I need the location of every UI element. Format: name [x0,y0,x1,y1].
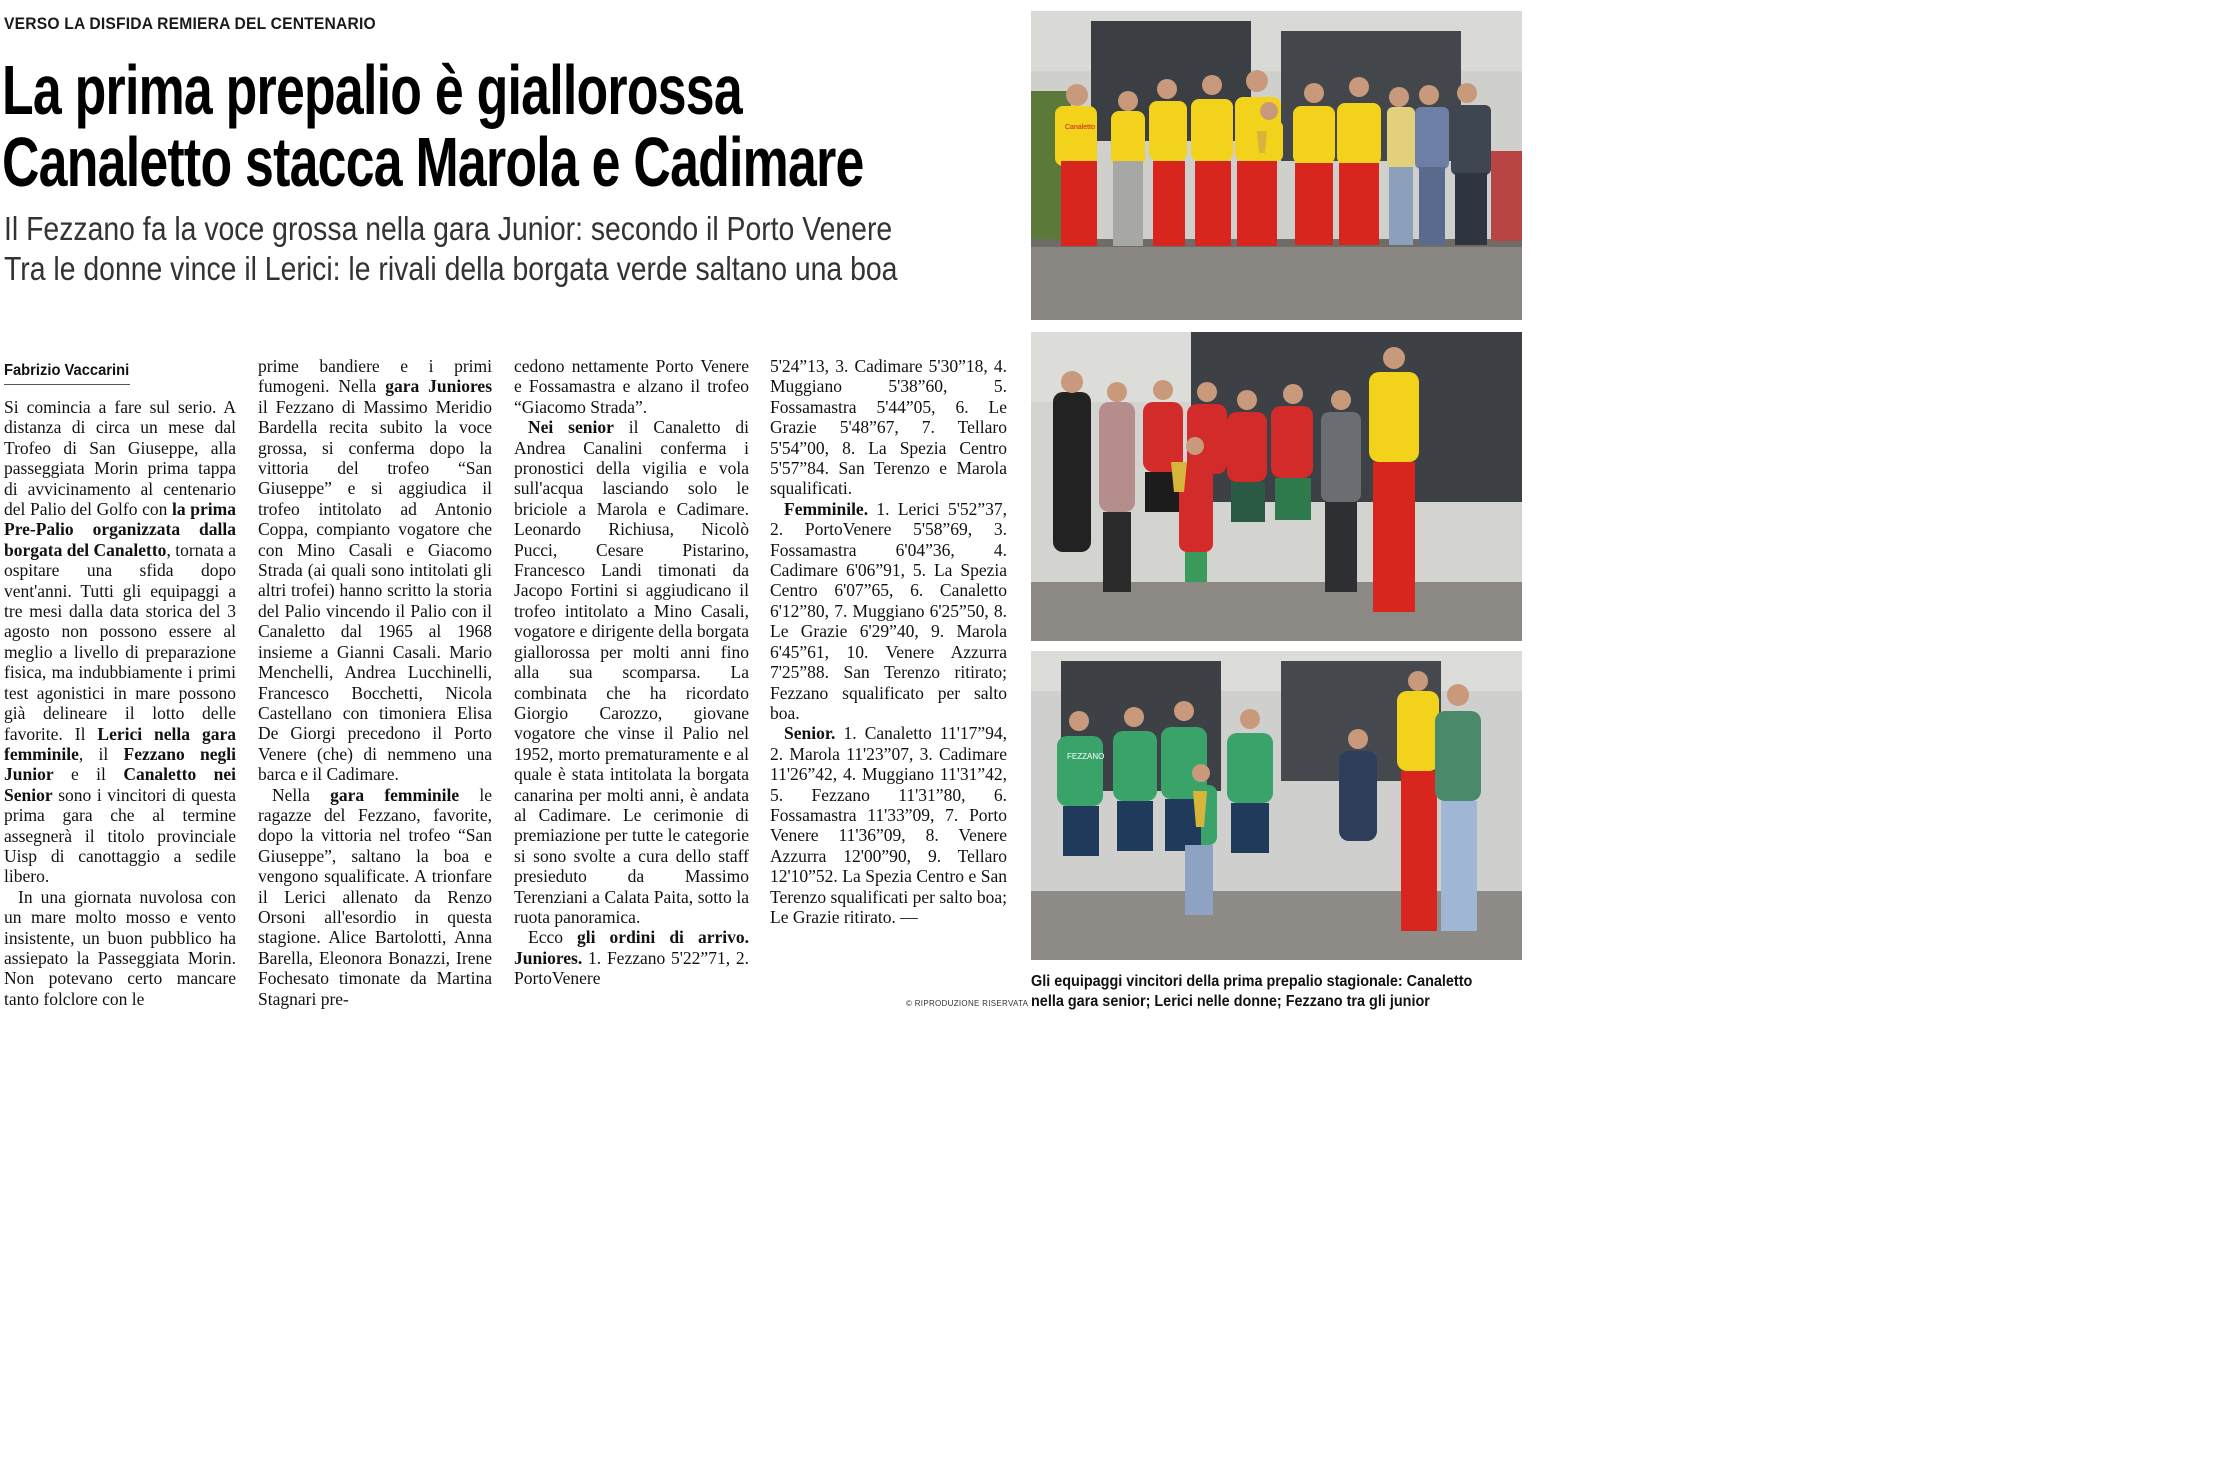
shirt-lettering: FEZZANO [1067,752,1105,761]
bold-run: gara femminile [330,784,460,805]
bold-run: Lerici nella gara femminile [4,723,236,764]
photo-caption [1031,972,1496,1012]
paragraph [770,723,1007,927]
bold-run: Nei senior [528,417,614,438]
paragraph: 5'24”13, 3. Cadimare 5'30”18, 4. Muggiano 5'38”60, 5. Fossamastra 5'44”05, 6. Le Grazie 5'48”67, 7. Tellaro 5'54”00, 8. La Spezia Centro 5'57”84. San Terenzo e Marola squalificati. [770,356,1007,499]
text-run: il Canaletto di Andrea Canalini conferma i pronostici della vigilia e vola sull'acqua lasciando solo le briciole a Marola e Cadimare. Leonardo Richiusa, Nicolò Pucci, Cesare Pistarino, Francesco Landi timonati da Jacopo Fortini si aggiudicano il trofeo intitolato a Mino Casali, vogatore e dirigente della borgata giallorossa per molti anni fino alla sua scomparsa. La combinata che ha ricordato Giorgio Carozzo, giovane vogatore che vinse il Palio nel 1952, morto prematuramente e al quale è stata intitolata la borgata canarina per molti anni, è andata al Cadimare. Le cerimonie di premiazione per tutte le categorie si sono svolte a cura dello staff presieduto da Massimo Terenziani a Calata Paita, sotto la ruota panoramica. [514,417,749,927]
text-run: le ragazze del Fezzano, favorite, dopo la vittoria nel trofeo “San Giuseppe”, saltano la boa e vengono squalificate. A trionfare il Lerici allenato da Renzo Orsoni all'esordio in questa stagione. Alice Bartolotti, Anna Barella, Eleonora Bonazzi, Irene Fochesato timonate da Martina Stagnari pre- [258,784,492,1009]
subhead-line-2: Tra le donne vince il Lerici: le rivali della borgata verde saltano una boa [4,250,898,287]
paragraph [258,356,492,785]
bold-run: Canaletto nei Senior [4,764,236,805]
headline-line-1: La prima prepalio è giallorossa [2,51,742,129]
paragraph: cedono nettamente Porto Venere e Fossamastra e alzano il trofeo “Giacomo Strada”. [514,356,749,417]
paragraph [514,417,749,927]
paragraph [770,499,1007,723]
bold-run: Senior. [784,723,836,744]
bold-run: gli ordini di arrivo. Juniores. [514,927,749,968]
paragraph [4,397,236,887]
bold-run: la prima Pre-Palio organizzata dalla borgata del Canaletto [4,499,236,560]
photo-canaletto-crew [1031,11,1522,320]
text-run: Ecco [528,927,578,948]
shirt-lettering: Canaletto [1065,124,1095,131]
bold-run: gara Juniores [385,376,493,397]
text-run: 1. Canaletto 11'17”94, 2. Marola 11'23”07, 3. Cadimare 11'26”42, 4. Muggiano 11'31”42, 5. Fezzano 11'31”80, 6. Fossamastra 11'33”09, 7. Porto Venere 11'36”09, 8. Venere Azzurra 12'00”90, 9. Tellaro 12'10”52. La Spezia Centro e San Terenzo squalificati per salto boa; Le Grazie ritirato. — [770,723,1007,927]
byline: Fabrizio Vaccarini [4,362,130,379]
column-3 [514,356,749,989]
column-1 [4,397,236,1009]
headline-line-2: Canaletto stacca Marola e Cadimare [2,123,864,201]
text-run: Nella [272,784,331,805]
photo-canaletto-illustration [1031,11,1522,320]
text-run: 1. Lerici 5'52”37, 2. PortoVenere 5'58”69, 3. Fossamastra 6'04”36, 4. Cadimare 6'06”91, 5. La Spezia Centro 6'07”65, 6. Canaletto 6'12”80, 7. Muggiano 6'25”50, 8. Le Grazie 6'29”40, 9. Marola 6'45”61, 10. Venere Azzurra 7'25”88. San Terenzo ritirato; Fezzano squalificato per salto boa. [770,498,1007,723]
caption-line-2: nella gara senior; Lerici nelle donne; Fezzano tra gli junior [1031,993,1430,1010]
byline-rule [4,384,130,385]
text-run: , tornata a ospitare una sfida dopo vent'anni. Tutti gli equipaggi a tre mesi dalla data storica del 3 agosto non possono essere al meglio a livello di preparazione fisica, ma indubbiamente i primi test agonistici in mare possono già delineare il lotto delle favorite. Il [4,539,236,744]
column-2 [258,356,492,1009]
text-run: il Fezzano di Massimo Meridio Bardella recita subito la voce grossa, si conferma dopo la vittoria del trofeo “San Giuseppe” e si aggiudica il trofeo intitolato ad Antonio Coppa, compianto vogatore che con Mino Casali e Giacomo Strada (ai quali sono intitolati gli altri trofei) hanno scritto la storia del Palio vincendo il Palio con il Canaletto dal 1965 al 1968 insieme a Gianni Casali. Mario Menchelli, Andrea Lucchinelli, Francesco Bocchetti, Nicola Castellano con timoniera Elisa De Giorgi precedono il Porto Venere (che) di nemmeno una barca e il Cadimare. [258,396,492,785]
copyright-notice: © RIPRODUZIONE RISERVATA [906,999,1029,1008]
column-4 [770,356,1007,927]
text-run: , il [78,743,124,764]
text-run: prime bandiere e i primi fumogeni. Nella [258,356,492,397]
paragraph: In una giornata nuvolosa con un mare molto mosso e vento insistente, un buon pubblico ha assiepato la Passeggiata Morin. Non potevano certo mancare tanto folclore con le [4,886,236,1009]
photo-lerici-illustration [1031,332,1522,641]
photo-fezzano-crew [1031,651,1522,960]
caption-line-1: Gli equipaggi vincitori della prima prepalio stagionale: Canaletto [1031,973,1473,990]
kicker: VERSO LA DISFIDA REMIERA DEL CENTENARIO [4,14,376,33]
bold-run: Fezzano negli Junior [4,743,236,785]
text-run: sono i vincitori di questa prima gara che al termine assegnerà il titolo provinciale Uisp di canottaggio a sedile libero. [4,784,236,887]
bold-run: Femminile. [784,498,869,519]
text-run: Si comincia a fare sul serio. A distanza di circa un mese dal Trofeo di San Giuseppe, alla passeggiata Morin prima tappa di avvicinamento al centenario del Palio del Golfo con [4,397,236,520]
photo-lerici-crew [1031,332,1522,641]
text-run: 1. Fezzano 5'22”71, 2. PortoVenere [514,947,749,989]
paragraph [514,927,749,988]
text-run: e il [53,764,124,785]
photo-fezzano-illustration [1031,651,1522,960]
subhead-line-1: Il Fezzano fa la voce grossa nella gara Junior: secondo il Porto Venere [4,210,893,247]
paragraph [258,785,492,1009]
